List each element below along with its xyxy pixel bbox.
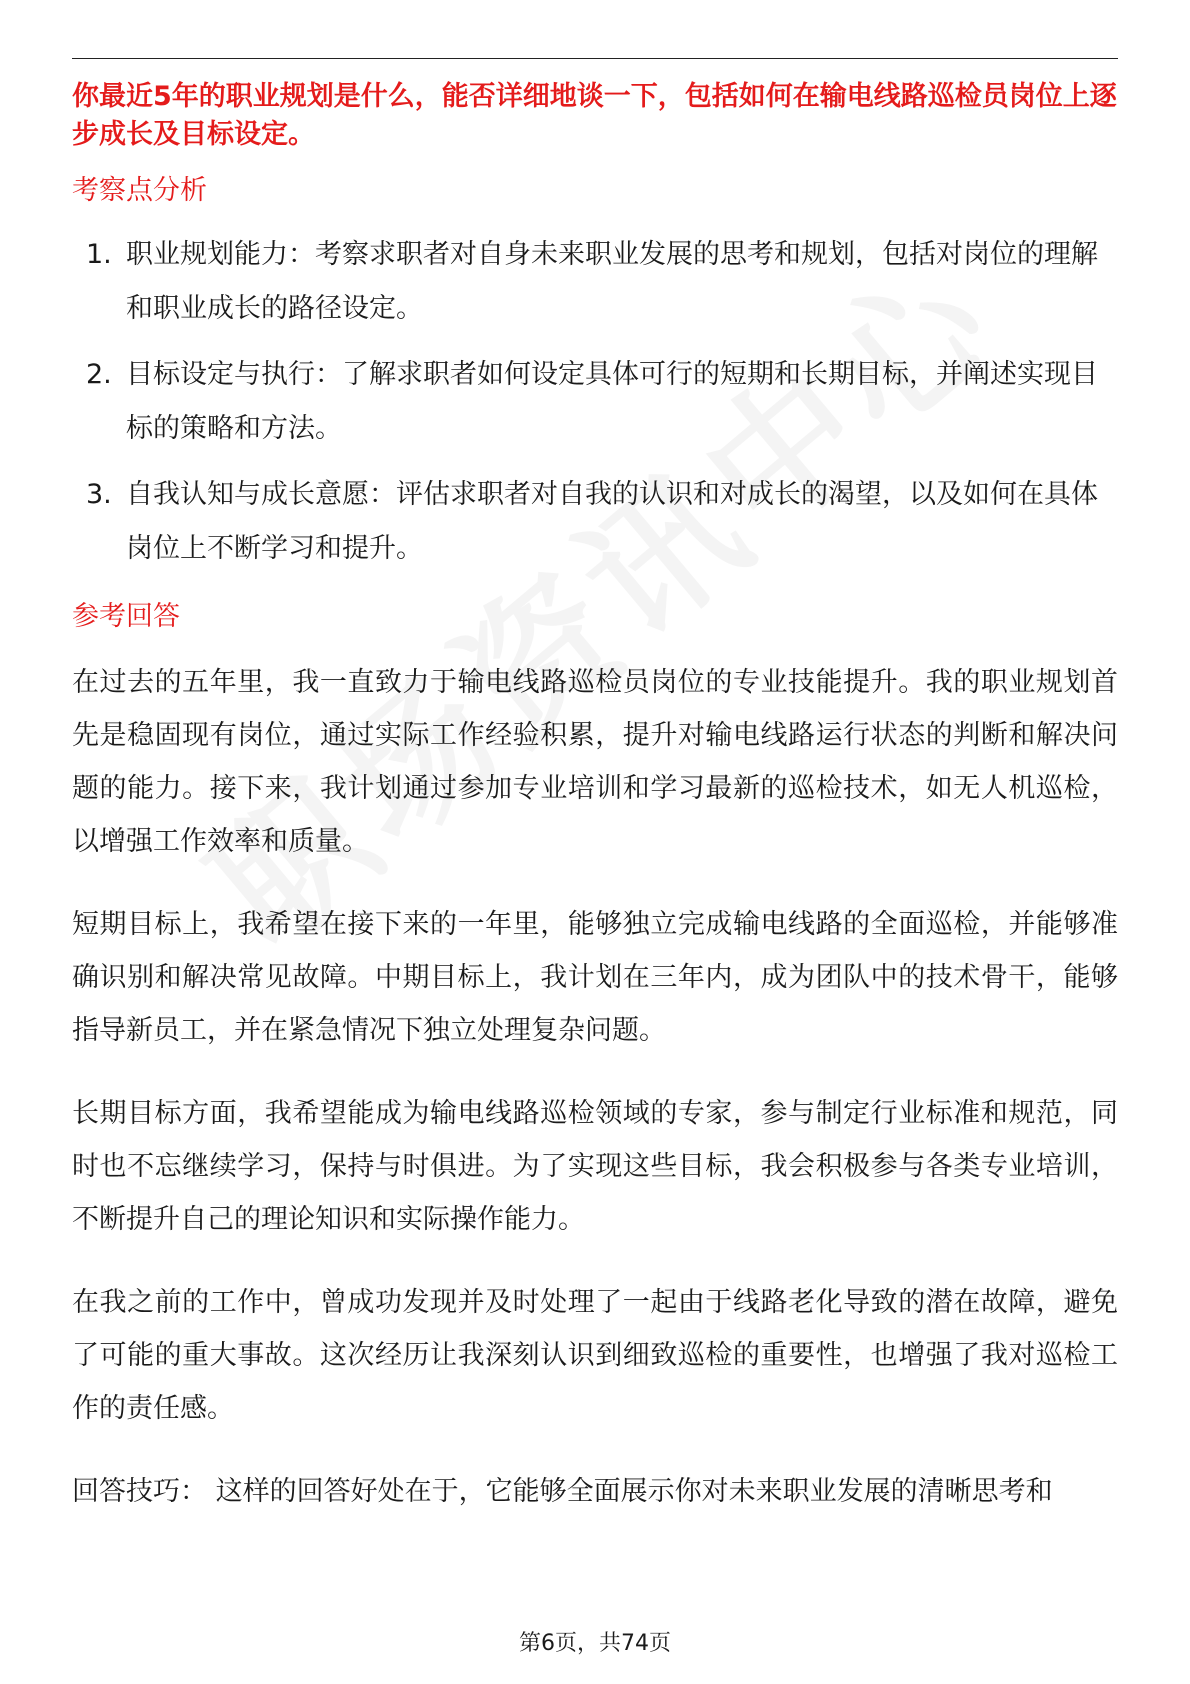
item-text: 职业规划能力：考察求职者对自身未来职业发展的思考和规划，包括对岗位的理解和职业成长的路径设定。 (126, 239, 1098, 324)
analysis-item (72, 228, 1118, 336)
question-title: 你最近5年的职业规划是什么，能否详细地谈一下，包括如何在输电线路巡检员岗位上逐步成长及目标设定。 (72, 81, 1117, 150)
analysis-item (72, 468, 1118, 576)
answer-paragraph: 在过去的五年里，我一直致力于输电线路巡检员岗位的专业技能提升。我的职业规划首先是稳固现有岗位，通过实际工作经验积累，提升对输电线路运行状态的判断和解决问题的能力。接下来，我计划通过参加专业培训和学习最新的巡检技术，如无人机巡检，以增强工作效率和质量。 (72, 667, 1118, 857)
analysis-list (72, 228, 1118, 576)
answer-paragraph: 长期目标方面，我希望能成为输电线路巡检领域的专家，参与制定行业标准和规范，同时也不忘继续学习，保持与时俱进。为了实现这些目标，我会积极参与各类专业培训，不断提升自己的理论知识和实际操作能力。 (72, 1098, 1118, 1235)
answer-paragraph: 短期目标上，我希望在接下来的一年里，能够独立完成输电线路的全面巡检，并能够准确识别和解决常见故障。中期目标上，我计划在三年内，成为团队中的技术骨干，能够指导新员工，并在紧急情况下独立处理复杂问题。 (72, 909, 1118, 1046)
item-number: 1. (86, 239, 112, 270)
item-number: 3. (86, 479, 112, 510)
header-rule (72, 58, 1118, 59)
page-number: 第6页，共74页 (519, 1631, 671, 1656)
analysis-item (72, 348, 1118, 456)
item-text: 目标设定与执行：了解求职者如何设定具体可行的短期和长期目标，并阐述实现目标的策略和方法。 (126, 359, 1098, 444)
analysis-heading: 考察点分析 (72, 175, 207, 206)
answer-tip-paragraph: 回答技巧： 这样的回答好处在于，它能够全面展示你对未来职业发展的清晰思考和 (72, 1476, 1053, 1507)
answer-paragraph: 在我之前的工作中，曾成功发现并及时处理了一起由于线路老化导致的潜在故障，避免了可能的重大事故。这次经历让我深刻认识到细致巡检的重要性，也增强了我对巡检工作的责任感。 (72, 1287, 1118, 1424)
item-number: 2. (86, 359, 112, 390)
document-body (72, 78, 1118, 1518)
answer-heading: 参考回答 (72, 601, 180, 632)
item-text: 自我认知与成长意愿：评估求职者对自我的认识和对成长的渴望，以及如何在具体岗位上不断学习和提升。 (126, 479, 1098, 564)
